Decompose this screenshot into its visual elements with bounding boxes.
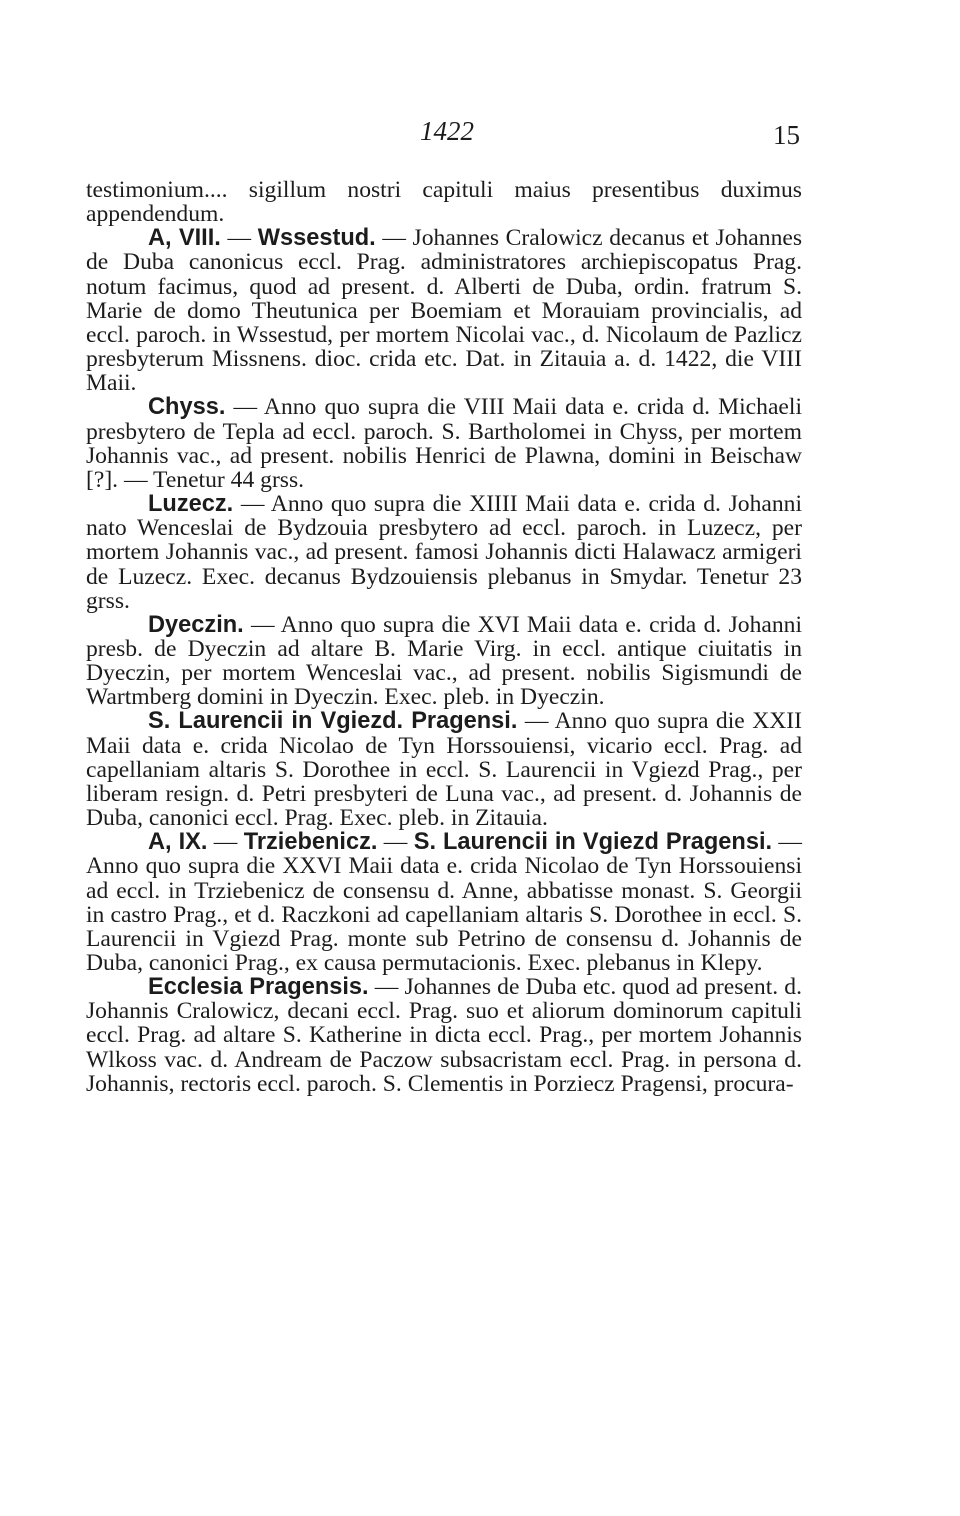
- paragraph: [86, 395, 802, 492]
- entry-heading: Luzecz.: [148, 491, 234, 518]
- header-year: 1422: [420, 116, 474, 146]
- entry-text: — Anno quo supra die XXII Maii data e. crida Nicolao de Tyn Horssouiensi, vicario eccl. Prag. ad capellaniam altaris S. Dorothee in eccl. S. Laurencii in Vgiezd Prag., per liberam resign. d. Petri presbyteri de Luna vac., ad present. d. Johannis de Duba, canonici eccl. Prag. Exec. pleb. in Zitauia.: [86, 708, 802, 832]
- paragraph: [86, 492, 802, 613]
- entry-heading: S. Laurencii in Vgiezd. Pragensi.: [148, 708, 518, 735]
- entry-heading: Wssestud.: [257, 225, 376, 252]
- paragraph: [86, 178, 802, 226]
- paragraph: [86, 709, 802, 830]
- entry-text: testimonium.... sigillum nostri capituli maius presentibus duximus appendendum.: [86, 177, 802, 228]
- entry-text: — Anno quo supra die XIIII Maii data e. crida d. Johanni nato Wenceslai de Bydzouia presbytero ad eccl. paroch. in Luzecz, per mortem Johannis vac., ad present. famosi Johannis dicti Halawacz armigeri de Luzecz. Exec. decanus Bydzouiensis plebanus in Smydar. Tenetur 23 grss.: [86, 491, 802, 614]
- paragraph: [86, 226, 802, 395]
- paragraph: [86, 830, 802, 975]
- body-text: [86, 178, 802, 1096]
- entry-text: — Johannes Cralowicz decanus et Johannes de Duba canonicus eccl. Prag. administratores archiepiscopatus Prag. notum facimus, quod ad present. d. Alberti de Duba, ordin. fratrum S. Marie de domo Theutunica per Boemiam et Morauiam provincialis, ad eccl. paroch. in Wssestud, per mortem Nicolai vac., d. Nicolaum de Pazlicz presbyterum Missnens. dioc. crida etc. Dat. in Zitauia a. d. 1422, die VIII Maii.: [86, 225, 803, 397]
- paragraph: [86, 613, 802, 710]
- entry-heading: S. Laurencii in Vgiezd Pragensi.: [413, 829, 773, 856]
- entry-heading: A, VIII.: [148, 225, 221, 252]
- entry-heading: Chyss.: [148, 394, 226, 421]
- entry-text: — Anno quo supra die XVI Maii data e. crida d. Johanni presb. de Dyeczin ad altare B. Marie Virg. in eccl. antique ciuitatis in Dyeczin, per mortem Wenceslai vac., ad present. nobilis Sigismundi de Wartmberg domini in Dyeczin. Exec. pleb. in Dyeczin.: [86, 611, 802, 711]
- entry-text: —: [207, 829, 244, 856]
- entry-text: —: [220, 225, 258, 252]
- entry-text: — Anno quo supra die XXVI Maii data e. crida Nicolao de Tyn Horssouiensi ad eccl. in Trziebenicz de consensu d. Anne, abbatisse monast. S. Georgii in castro Prag., et d. Raczkoni ad capellaniam altaris S. Dorothee in eccl. S. Laurencii in Vgiezd Prag. monte sub Petrino de consensu d. Johannis de Duba, canonici Prag., ex causa permutacionis. Exec. plebanus in Klepy.: [86, 829, 803, 976]
- page-number: 15: [773, 120, 800, 150]
- paragraph: [86, 975, 802, 1096]
- page-header: [0, 112, 960, 152]
- entry-heading: Ecclesia Pragensis.: [148, 974, 369, 1001]
- entry-heading: A, IX.: [148, 829, 208, 856]
- entry-heading: Dyeczin.: [148, 611, 244, 638]
- entry-text: — Anno quo supra die VIII Maii data e. crida d. Michaeli presbytero de Tepla ad eccl. paroch. S. Bartholomei in Chyss, per mortem Johannis vac., ad present. nobilis Henrici de Plawna, domini in Beischaw [?]. — Tenetur 44 grss.: [86, 394, 802, 493]
- entry-heading: Trziebenicz.: [243, 829, 378, 856]
- entry-text: —: [377, 829, 414, 856]
- entry-text: — Johannes de Duba etc. quod ad present. d. Johannis Cralowicz, decani eccl. Prag. suo et aliorum dominorum capituli eccl. Prag. ad altare S. Katherine in dicta eccl. Prag., per mortem Johannis Wlkoss vac. d. Andream de Paczow subsacristam eccl. Prag. in persona d. Johannis, rectoris eccl. paroch. S. Clementis in Porziecz Pragensi, procura-: [86, 974, 802, 1097]
